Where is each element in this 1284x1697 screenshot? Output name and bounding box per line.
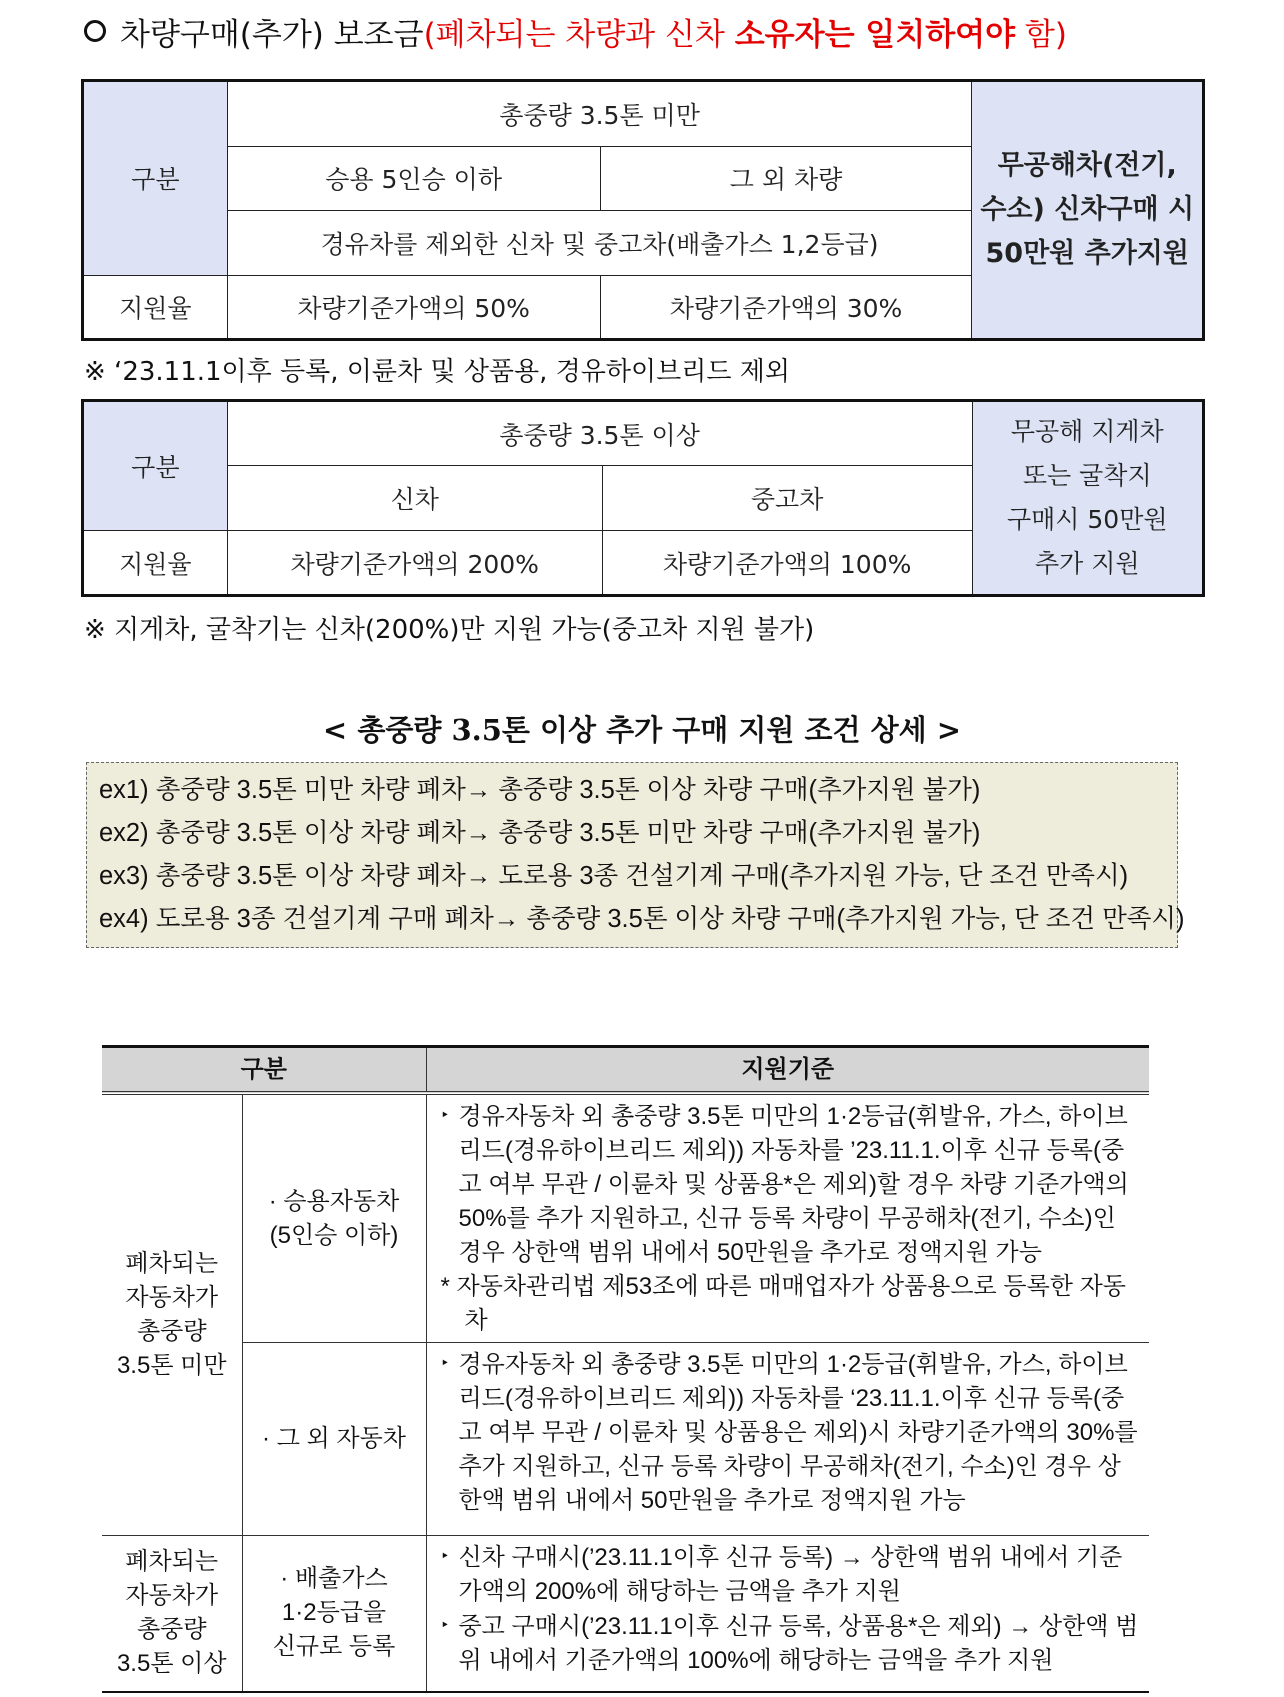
triangle-bullet-icon: ‣ xyxy=(440,1617,450,1634)
bonus-line: 또는 굴착지 xyxy=(1022,461,1152,490)
group-line: 폐차되는 xyxy=(125,1548,219,1576)
bonus-line: 무공해 지게차 xyxy=(1010,417,1164,446)
sub-passenger xyxy=(242,1093,426,1343)
group-over-3-5t xyxy=(102,1536,242,1692)
eligibility-row: 경유차를 제외한 신차 및 중고차(배출가스 1,2등급) xyxy=(227,211,972,275)
group-line: 자동차가 xyxy=(125,1582,219,1610)
sub-line: · 그 외 자동차 xyxy=(262,1425,406,1452)
col-other: 그 외 차량 xyxy=(600,146,972,210)
section-heading xyxy=(84,14,1067,56)
weight-header: 총중량 3.5톤 이상 xyxy=(227,401,972,466)
col-new: 신차 xyxy=(227,466,602,531)
support-criteria-table xyxy=(102,1045,1149,1693)
weight-header: 총중량 3.5톤 미만 xyxy=(227,81,972,147)
sub-emission xyxy=(242,1536,426,1692)
sub-line: 1·2등급을 xyxy=(281,1599,387,1627)
criteria-text: 경유자동차 외 총중량 3.5톤 미만의 1·2등급(휘발유, 가스, 하이브리드(경유하이브리드 제외)) 자동차를 ’23.11.1.이후 신규 등록(중고 여부 무관 / 이륜차 및 상품용*은 제외)할 경우 차량 기준가액의 50%를 추가 지원하고, 신규 등록 차량이 무공해차(전기, 수소)인 경우 상한액 범위 내에서 50만원을 추가로 정액지원 가능 xyxy=(458,1103,1129,1266)
rate-label: 지원율 xyxy=(83,275,228,340)
group-line: 총중량 xyxy=(136,1616,207,1644)
subsidy-table-under-3-5t xyxy=(81,79,1205,341)
heading-title: 차량구매(추가) 보조금 xyxy=(120,17,424,53)
col-passenger: 승용 5인승 이하 xyxy=(227,146,600,210)
group-line: 3.5톤 이상 xyxy=(116,1650,227,1678)
triangle-bullet-icon: ‣ xyxy=(440,1548,450,1565)
note-forklift: ※ 지게차, 굴착기는 신차(200%)만 지원 가능(중고차 지원 불가) xyxy=(84,615,815,645)
sub-line: · 배출가스 xyxy=(280,1565,388,1593)
category-header: 구분 xyxy=(83,401,228,531)
bonus-line: 수소) 신차구매 시 xyxy=(980,194,1195,225)
rate-used: 차량기준가액의 100% xyxy=(602,531,972,596)
sub-line: 신규로 등록 xyxy=(272,1633,396,1661)
criteria-text: 중고 구매시(’23.11.1이후 신규 등록, 상품용*은 제외) → 상한액 범위 내에서 기준가액의 100%에 해당하는 금액을 추가 지원 xyxy=(458,1613,1139,1674)
bonus-line: 무공해차(전기, xyxy=(997,150,1177,181)
circle-bullet-icon xyxy=(84,20,106,42)
criteria-over xyxy=(426,1536,1149,1692)
group-under-3-5t xyxy=(102,1093,242,1536)
criteria-text: 경유자동차 외 총중량 3.5톤 미만의 1·2등급(휘발유, 가스, 하이브리드(경유하이브리드 제외)) 자동차를 ‘23.11.1.이후 신규 등록(중고 여부 무관 / 이륜차 및 상품용은 제외)시 차량기준가액의 30%를 추가 지원하고, 신규 등록 차량이 무공해차(전기, 수소)인 경우 상한액 범위 내에서 50만원을 추가로 정액지원 가능 xyxy=(458,1351,1138,1514)
rate-label: 지원율 xyxy=(83,531,228,596)
sub-line: · 승용자동차 xyxy=(268,1187,400,1215)
heading-condition-close: 함) xyxy=(1015,17,1067,53)
note-exclusions: ※ ‘23.11.1이후 등록, 이륜차 및 상품용, 경유하이브리드 제외 xyxy=(84,357,790,387)
bonus-line: 추가 지원 xyxy=(1034,549,1140,578)
group-line: 3.5톤 미만 xyxy=(116,1352,227,1379)
group-line: 폐차되는 xyxy=(125,1250,219,1277)
header-category: 구분 xyxy=(102,1047,426,1094)
heading-condition-open: (폐차되는 차량과 신차 xyxy=(423,17,735,53)
example-line: ex2) 총중량 3.5톤 이상 차량 폐차→ 총중량 3.5톤 미만 차량 구매(추가지원 불가) xyxy=(99,819,981,847)
example-line: ex4) 도로용 3종 건설기계 구매 폐차→ 총중량 3.5톤 이상 차량 구매(추가지원 가능, 단 조건 만족시) xyxy=(99,905,1185,933)
sub-line: (5인승 이하) xyxy=(269,1221,399,1249)
ev-bonus-cell xyxy=(972,81,1204,340)
criteria-passenger xyxy=(426,1093,1149,1343)
examples-box xyxy=(86,762,1185,948)
group-line: 자동차가 xyxy=(125,1284,219,1311)
forklift-bonus-cell xyxy=(972,401,1204,596)
detail-subtitle: < 총중량 3.5톤 이상 추가 구매 지원 조건 상세 > xyxy=(322,713,962,747)
category-header: 구분 xyxy=(83,81,228,276)
rate-passenger: 차량기준가액의 50% xyxy=(227,275,600,340)
bonus-line: 50만원 추가지원 xyxy=(985,238,1189,269)
sub-other xyxy=(242,1343,426,1536)
subsidy-table-over-3-5t xyxy=(81,399,1205,597)
criteria-other xyxy=(426,1343,1149,1536)
example-line: ex3) 총중량 3.5톤 이상 차량 폐차→ 도로용 3종 건설기계 구매(추가지원 가능, 단 조건 만족시) xyxy=(99,862,1129,890)
col-used: 중고차 xyxy=(602,466,972,531)
group-line: 총중량 xyxy=(136,1318,207,1345)
heading-condition-emphasis: 소유자는 일치하여야 xyxy=(734,17,1016,53)
example-line: ex1) 총중량 3.5톤 미만 차량 폐차→ 총중량 3.5톤 이상 차량 구매(추가지원 불가) xyxy=(99,776,981,804)
footnote-line: * 자동차관리법 제53조에 따른 매매업자가 상품용으로 등록한 자동차 xyxy=(440,1273,1126,1334)
triangle-bullet-icon: ‣ xyxy=(440,1107,450,1124)
criteria-text: 신차 구매시(’23.11.1이후 신규 등록) → 상한액 범위 내에서 기준가액의 200%에 해당하는 금액을 추가 지원 xyxy=(458,1544,1123,1605)
header-criteria: 지원기준 xyxy=(426,1047,1149,1094)
rate-other: 차량기준가액의 30% xyxy=(600,275,972,340)
bonus-line: 구매시 50만원 xyxy=(1006,505,1168,534)
triangle-bullet-icon: ‣ xyxy=(440,1355,450,1372)
rate-new: 차량기준가액의 200% xyxy=(227,531,602,596)
